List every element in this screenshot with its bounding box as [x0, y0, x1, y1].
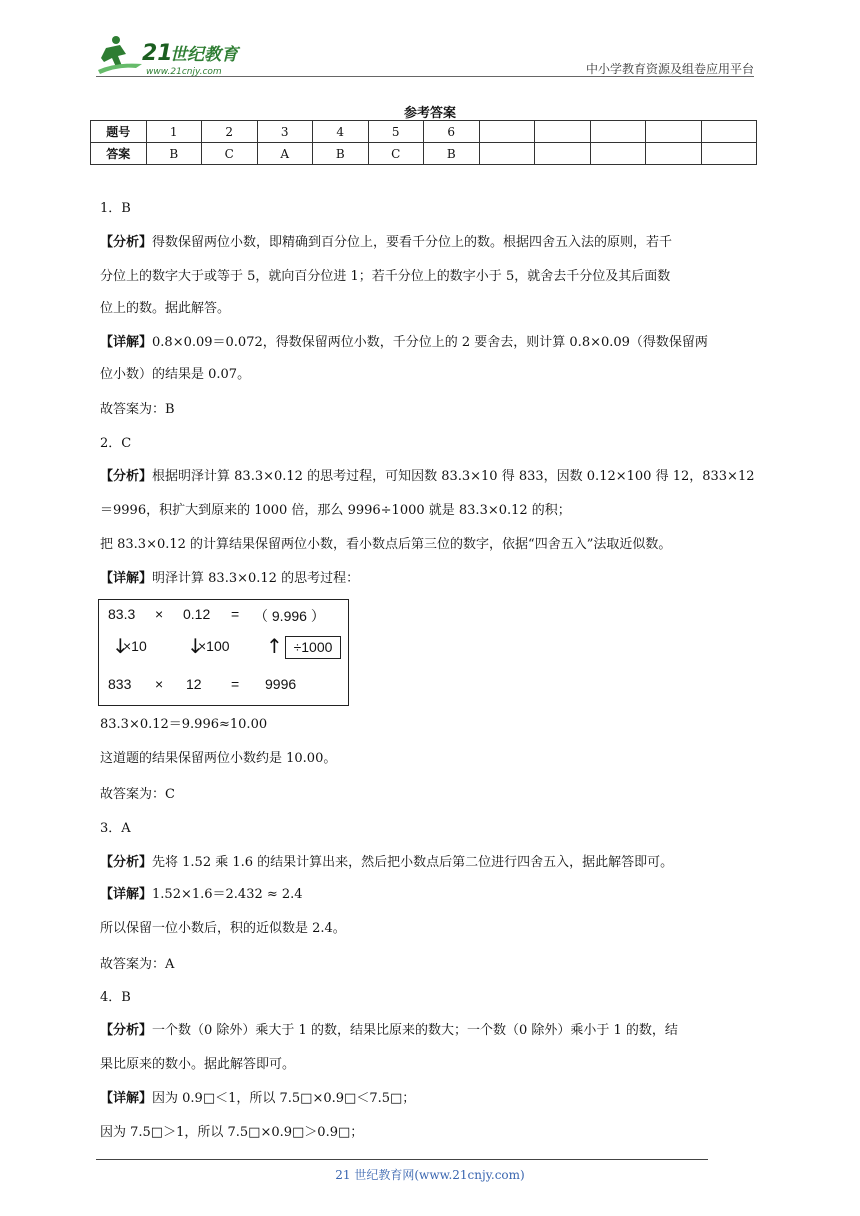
page-footer: 21 世纪教育网(www.21cnjy.com): [335, 1168, 525, 1182]
diagram-equals-sign: =: [231, 676, 240, 692]
question-number: 1: [146, 121, 202, 143]
q4-analysis-line: 果比原来的数小。据此解答即可。: [100, 1057, 296, 1072]
q1-detail-line: [100, 334, 708, 352]
header-divider: [96, 76, 754, 77]
q1-heading: 1．B: [100, 201, 131, 216]
answer-cell: [701, 143, 757, 165]
q2-detail-line: [100, 570, 359, 588]
answer-row: [91, 143, 757, 165]
detail-tag: 【详解】: [100, 335, 153, 350]
diagram-scale-b: ×100: [198, 638, 230, 654]
diagram-factor-b: 0.12: [183, 606, 211, 622]
analysis-text: 先将 1.52 乘 1.6 的结果计算出来，然后把小数点后第二位进行四舍五入，据此解答即可。: [152, 855, 674, 870]
q4-detail-line: 因为 7.5□＞1，所以 7.5□×0.9□＞0.9□；: [100, 1125, 364, 1140]
q4-detail-line: [100, 1090, 415, 1108]
q1-final-answer: 故答案为：B: [100, 402, 175, 417]
diagram-product-result: 9996: [265, 676, 297, 692]
q2-final-answer: 故答案为：C: [100, 787, 175, 802]
q2-heading: 2．C: [100, 436, 132, 451]
answer-key-title: 参考答案: [403, 106, 456, 121]
diagram-equals-sign: =: [231, 606, 240, 622]
q3-final-answer: 故答案为：A: [100, 957, 175, 972]
q1-analysis-line: 分位上的数字大于或等于 5，就向百分位进 1；若千分位上的数字小于 5，就舍去千分位及其后面数: [100, 269, 671, 284]
q1-detail-line: 位小数）的结果是 0.07。: [100, 367, 251, 382]
q2-analysis-line: 把 83.3×0.12 的计算结果保留两位小数，看小数点后第三位的数字，依据“四舍五入”法取近似数。: [100, 537, 672, 552]
q2-analysis-line: [100, 468, 755, 486]
svg-text:世纪教育: 世纪教育: [170, 45, 238, 65]
answer-cell: [479, 143, 535, 165]
row-label: 答案: [91, 143, 147, 165]
site-logo: [96, 34, 266, 78]
footer-divider: [96, 1159, 708, 1160]
question-number: [646, 121, 702, 143]
diagram-product-a: 833: [108, 676, 132, 692]
analysis-tag: 【分析】: [100, 855, 153, 870]
detail-text: 1.52×1.6＝2.432 ≈ 2.4: [152, 887, 303, 902]
page-header: [0, 0, 860, 80]
down-arrow-icon: ↓: [187, 634, 204, 658]
question-number: [479, 121, 535, 143]
analysis-tag: 【分析】: [100, 235, 153, 250]
detail-tag: 【详解】: [100, 887, 153, 902]
diagram-factor-a: 83.3: [108, 606, 136, 622]
answer-cell: [646, 143, 702, 165]
q3-detail-line: [100, 886, 303, 904]
answer-cell: C: [202, 143, 258, 165]
analysis-text: 根据明泽计算 83.3×0.12 的思考过程，可知因数 83.3×10 得 833，因数 0.12×100 得 12，833×12: [152, 469, 755, 484]
svg-text:21: 21: [142, 41, 173, 66]
diagram-divide-box: ÷1000: [285, 636, 341, 659]
detail-tag: 【详解】: [100, 1091, 153, 1106]
diagram-scale-a: ×10: [123, 638, 147, 654]
detail-tag: 【详解】: [100, 571, 153, 586]
question-number: [590, 121, 646, 143]
diagram-product-b: 12: [186, 676, 202, 692]
question-number: 3: [257, 121, 313, 143]
detail-text: 0.8×0.09＝0.072，得数保留两位小数，千分位上的 2 要舍去，则计算 0.8×0.09（得数保留两: [152, 335, 708, 350]
q1-analysis-line: 位上的数。据此解答。: [100, 301, 231, 316]
answer-cell: [535, 143, 591, 165]
up-arrow-icon: ↑: [266, 634, 283, 658]
analysis-text: 一个数（0 除外）乘大于 1 的数，结果比原来的数大；一个数（0 除外）乘小于 1 的数，结: [152, 1023, 678, 1038]
q3-result-line: 所以保留一位小数后，积的近似数是 2.4。: [100, 921, 346, 936]
detail-text: 因为 0.9□＜1，所以 7.5□×0.9□＜7.5□；: [152, 1091, 416, 1106]
question-number: [701, 121, 757, 143]
q3-heading: 3．A: [100, 821, 131, 836]
question-number: 2: [202, 121, 258, 143]
diagram-multiply-sign: ×: [155, 606, 164, 622]
svg-text:www.21cnjy.com: www.21cnjy.com: [146, 67, 222, 77]
analysis-text: 得数保留两位小数，即精确到百分位上，要看千分位上的数。根据四舍五入法的原则，若千: [152, 235, 673, 250]
question-number-row: [91, 121, 757, 143]
answer-cell: A: [257, 143, 313, 165]
answer-cell: C: [368, 143, 424, 165]
question-number: 4: [313, 121, 369, 143]
row-label: 题号: [91, 121, 147, 143]
q2-result-line: 这道题的结果保留两位小数约是 10.00。: [100, 751, 337, 766]
answer-cell: [590, 143, 646, 165]
analysis-tag: 【分析】: [100, 469, 153, 484]
q1-analysis-line: [100, 234, 672, 252]
analysis-tag: 【分析】: [100, 1023, 153, 1038]
q4-heading: 4．B: [100, 990, 131, 1005]
diagram-multiply-sign: ×: [155, 676, 164, 692]
q2-analysis-line: ＝9996，积扩大到原来的 1000 倍，那么 9996÷1000 就是 83.3×0.12 的积；: [100, 503, 571, 518]
answer-cell: B: [146, 143, 202, 165]
down-arrow-icon: ↓: [112, 634, 129, 658]
q3-analysis-line: [100, 854, 673, 872]
answer-key-table: [90, 120, 757, 165]
q2-result-line: 83.3×0.12＝9.996≈10.00: [100, 717, 268, 732]
site-tagline: 中小学教育资源及组卷应用平台: [585, 62, 754, 76]
q4-analysis-line: [100, 1022, 678, 1040]
question-number: 5: [368, 121, 424, 143]
diagram-result: （ 9.996 ）: [254, 608, 325, 624]
answer-cell: B: [424, 143, 480, 165]
question-number: 6: [424, 121, 480, 143]
calculation-diagram: [98, 599, 349, 706]
answer-cell: B: [313, 143, 369, 165]
question-number: [535, 121, 591, 143]
detail-text: 明泽计算 83.3×0.12 的思考过程：: [152, 571, 360, 586]
